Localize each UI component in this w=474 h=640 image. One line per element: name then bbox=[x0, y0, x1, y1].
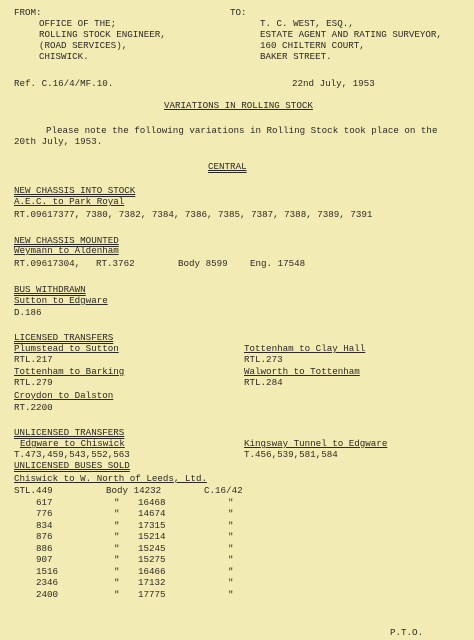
sold-row-ref: " bbox=[228, 497, 234, 508]
licensed-bus-3: RT.2200 bbox=[14, 402, 53, 413]
bus-list-new-chassis-stock: RT.09617377, 7380, 7382, 7384, 7386, 7385, 7387, 7388, 7389, 7391 bbox=[14, 209, 373, 220]
sold-row-ditto: " bbox=[114, 566, 120, 577]
licensed-route-1: Plumstead to Sutton bbox=[14, 343, 119, 354]
sold-row-body: 16466 bbox=[138, 566, 166, 577]
page-turn-note: P.T.O. bbox=[390, 627, 424, 638]
sold-row-ref: " bbox=[228, 589, 234, 600]
sold-row-stl: 776 bbox=[36, 508, 53, 519]
to-line-1: T. C. WEST, ESQ., bbox=[260, 18, 354, 29]
sold-row-body: 17315 bbox=[138, 520, 166, 531]
licensed-bus-5: RTL.284 bbox=[244, 377, 283, 388]
sold-row-body: 17132 bbox=[138, 577, 166, 588]
rt-number: RT.09617304, bbox=[14, 258, 81, 269]
from-label: FROM: bbox=[14, 7, 42, 18]
route-new-chassis-mounted: Weymann to Aldenham bbox=[14, 245, 119, 256]
sold-row-ref: " bbox=[228, 566, 234, 577]
sold-row-ref: " bbox=[228, 577, 234, 588]
document-title: VARIATIONS IN ROLLING STOCK bbox=[164, 100, 313, 111]
sold-row-ditto: " bbox=[114, 577, 120, 588]
intro-line-2: 20th July, 1953. bbox=[14, 136, 103, 147]
route-bus-withdrawn: Sutton to Edgware bbox=[14, 295, 108, 306]
section-heading-unlicensed-transfers: UNLICENSED TRANSFERS bbox=[14, 427, 125, 438]
from-line-1: OFFICE OF THE; bbox=[39, 18, 117, 29]
division-heading: CENTRAL bbox=[208, 161, 247, 172]
licensed-route-2: Tottenham to Barking bbox=[14, 366, 125, 377]
sold-row-stl: STL.449 bbox=[14, 485, 53, 496]
sold-row-stl: 886 bbox=[36, 543, 53, 554]
from-line-4: CHISWICK. bbox=[39, 51, 89, 62]
sold-row-ditto: " bbox=[114, 543, 120, 554]
sold-row-body: 15245 bbox=[138, 543, 166, 554]
sold-row-ditto: " bbox=[114, 531, 120, 542]
sold-row-ditto: " bbox=[114, 520, 120, 531]
sold-row-ref: " bbox=[228, 520, 234, 531]
sold-row-body: Body 14232 bbox=[106, 485, 162, 496]
reference: Ref. C.16/4/MF.10. bbox=[14, 78, 114, 89]
from-line-3: (ROAD SERVICES), bbox=[39, 40, 128, 51]
sold-row-ditto: " bbox=[114, 554, 120, 565]
sold-row-body: 15214 bbox=[138, 531, 166, 542]
date: 22nd July, 1953 bbox=[292, 78, 375, 89]
section-heading-new-chassis-stock: NEW CHASSIS INTO STOCK bbox=[14, 185, 136, 196]
sold-row-ref: " bbox=[228, 543, 234, 554]
sold-row-stl: 834 bbox=[36, 520, 53, 531]
section-heading-bus-withdrawn: BUS WITHDRAWN bbox=[14, 284, 86, 295]
sold-row-ditto: " bbox=[114, 589, 120, 600]
licensed-bus-4: RTL.273 bbox=[244, 354, 283, 365]
sold-row-ref: " bbox=[228, 554, 234, 565]
to-label: TO: bbox=[230, 7, 247, 18]
body-number: Body 8599 bbox=[178, 258, 228, 269]
licensed-bus-2: RTL.279 bbox=[14, 377, 53, 388]
licensed-route-4: Tottenham to Clay Hall bbox=[244, 343, 366, 354]
sold-row-stl: 2400 bbox=[36, 589, 59, 600]
to-line-4: BAKER STREET. bbox=[260, 51, 332, 62]
sold-row-ref: C.16/42 bbox=[204, 485, 243, 496]
to-line-2: ESTATE AGENT AND RATING SURVEYOR, bbox=[260, 29, 442, 40]
section-heading-unlicensed-sold: UNLICENSED BUSES SOLD bbox=[14, 460, 130, 471]
sold-row-ditto: " bbox=[114, 508, 120, 519]
sold-row-stl: 907 bbox=[36, 554, 53, 565]
licensed-route-5: Walworth to Tottenham bbox=[244, 366, 360, 377]
sold-row-body: 16468 bbox=[138, 497, 166, 508]
rt-number-2: RT.3762 bbox=[96, 258, 135, 269]
unlicensed-route-right: Kingsway Tunnel to Edgware bbox=[244, 438, 388, 449]
section-heading-new-chassis-mounted: NEW CHASSIS MOUNTED bbox=[14, 235, 119, 246]
intro-line-1: Please note the following variations in Rolling Stock took place on the bbox=[46, 125, 438, 136]
to-line-3: 160 CHILTERN COURT, bbox=[260, 40, 365, 51]
unlicensed-buses-right: T.456,539,581,584 bbox=[244, 449, 338, 460]
sold-row-body: 15275 bbox=[138, 554, 166, 565]
licensed-bus-1: RTL.217 bbox=[14, 354, 53, 365]
bus-withdrawn-number: D.186 bbox=[14, 307, 42, 318]
sold-row-body: 14674 bbox=[138, 508, 166, 519]
unlicensed-buses-left: T.473,459,543,552,563 bbox=[14, 449, 130, 460]
licensed-route-3: Croydon to Dalston bbox=[14, 390, 114, 401]
sold-row-body: 17775 bbox=[138, 589, 166, 600]
sold-row-ref: " bbox=[228, 508, 234, 519]
from-line-2: ROLLING STOCK ENGINEER, bbox=[39, 29, 166, 40]
section-heading-licensed-transfers: LICENSED TRANSFERS bbox=[14, 332, 114, 343]
route-unlicensed-sold: Chiswick to W. North of Leeds, Ltd. bbox=[14, 473, 207, 484]
route-new-chassis-stock: A.E.C. to Park Royal bbox=[14, 196, 125, 207]
sold-row-ditto: " bbox=[114, 497, 120, 508]
sold-row-ref: " bbox=[228, 531, 234, 542]
sold-row-stl: 876 bbox=[36, 531, 53, 542]
unlicensed-route-left: Edgware to Chiswick bbox=[20, 438, 125, 449]
engine-number: Eng. 17548 bbox=[250, 258, 306, 269]
sold-row-stl: 1516 bbox=[36, 566, 59, 577]
sold-row-stl: 617 bbox=[36, 497, 53, 508]
sold-row-stl: 2346 bbox=[36, 577, 59, 588]
